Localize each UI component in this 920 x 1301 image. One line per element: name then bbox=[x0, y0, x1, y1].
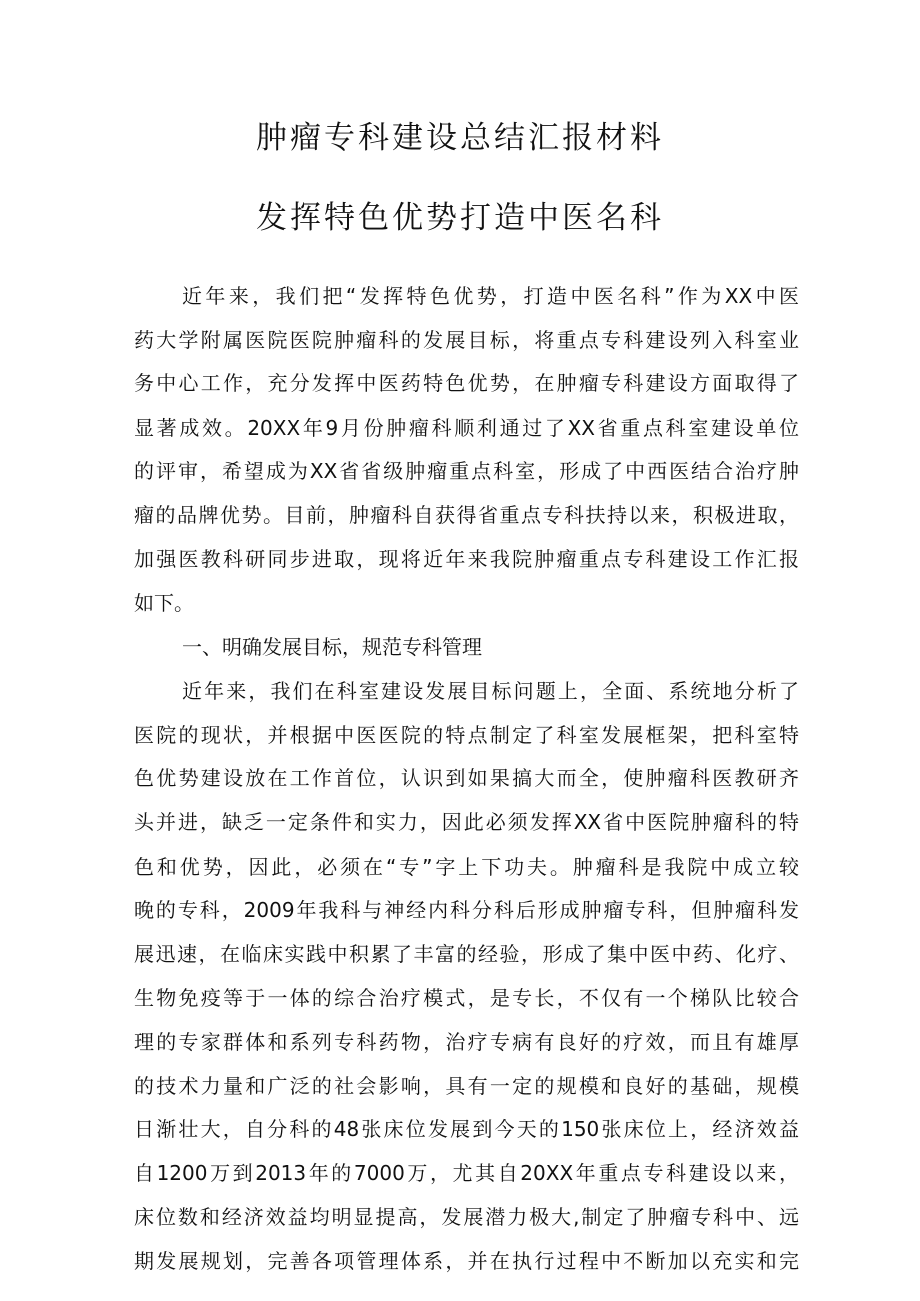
text-line: 加强医教科研同步进取，现将近年来我院肿瘤重点专科建设工作汇报 bbox=[134, 547, 799, 571]
text-line: 生物免疫等于一体的综合治疗模式，是专长，不仅有一个梯队比较合 bbox=[134, 986, 799, 1010]
document-subtitle: 发挥特色优势打造中医名科 bbox=[256, 200, 664, 236]
text-line: 近年来，我们把“发挥特色优势，打造中医名科”作为XX中医 bbox=[182, 284, 799, 308]
text-line: 展迅速，在临床实践中积累了丰富的经验，形成了集中医中药、化疗、 bbox=[134, 942, 799, 966]
text-line: 瘤的品牌优势。目前，肿瘤科自获得省重点专科扶持以来，积极进取， bbox=[134, 503, 799, 527]
text-line: 晚的专科，2009年我科与神经内科分科后形成肿瘤专科，但肿瘤科发 bbox=[134, 898, 799, 922]
text-line: 如下。 bbox=[134, 591, 194, 615]
text-line: 头并进，缺乏一定条件和实力，因此必须发挥XX省中医院肿瘤科的特 bbox=[134, 810, 799, 834]
text-line: 期发展规划，完善各项管理体系，并在执行过程中不断加以充实和完 bbox=[134, 1249, 799, 1273]
text-line: 理的专家群体和系列专科药物，治疗专病有良好的疗效，而且有雄厚 bbox=[134, 1030, 799, 1054]
text-line: 显著成效。20XX年9月份肿瘤科顺利通过了XX省重点科室建设单位 bbox=[134, 416, 799, 440]
text-line: 日渐壮大，自分科的48张床位发展到今天的150张床位上，经济效益 bbox=[134, 1117, 799, 1141]
text-line: 务中心工作，充分发挥中医药特色优势，在肿瘤专科建设方面取得了 bbox=[134, 371, 799, 395]
section-heading: 一、明确发展目标，规范专科管理 bbox=[182, 635, 482, 659]
text-line: 的技术力量和广泛的社会影响，具有一定的规模和良好的基础，规模 bbox=[134, 1074, 799, 1098]
document-title: 肿瘤专科建设总结汇报材料 bbox=[256, 120, 664, 156]
text-line: 医院的现状，并根据中医医院的特点制定了科室发展框架，把科室特 bbox=[134, 723, 799, 747]
text-line: 自1200万到2013年的7000万，尤其自20XX年重点专科建设以来， bbox=[134, 1161, 799, 1185]
text-line: 色优势建设放在工作首位，认识到如果搞大而全，使肿瘤科医教研齐 bbox=[134, 766, 799, 790]
text-line: 的评审，希望成为XX省省级肿瘤重点科室，形成了中西医结合治疗肿 bbox=[134, 459, 799, 483]
text-line: 色和优势，因此，必须在“专”字上下功夫。肿瘤科是我院中成立较 bbox=[134, 855, 799, 879]
text-line: 床位数和经济效益均明显提高，发展潜力极大,制定了肿瘤专科中、远 bbox=[134, 1205, 799, 1229]
text-line: 近年来，我们在科室建设发展目标问题上，全面、系统地分析了 bbox=[182, 679, 799, 703]
text-line: 药大学附属医院医院肿瘤科的发展目标，将重点专科建设列入科室业 bbox=[134, 328, 799, 352]
